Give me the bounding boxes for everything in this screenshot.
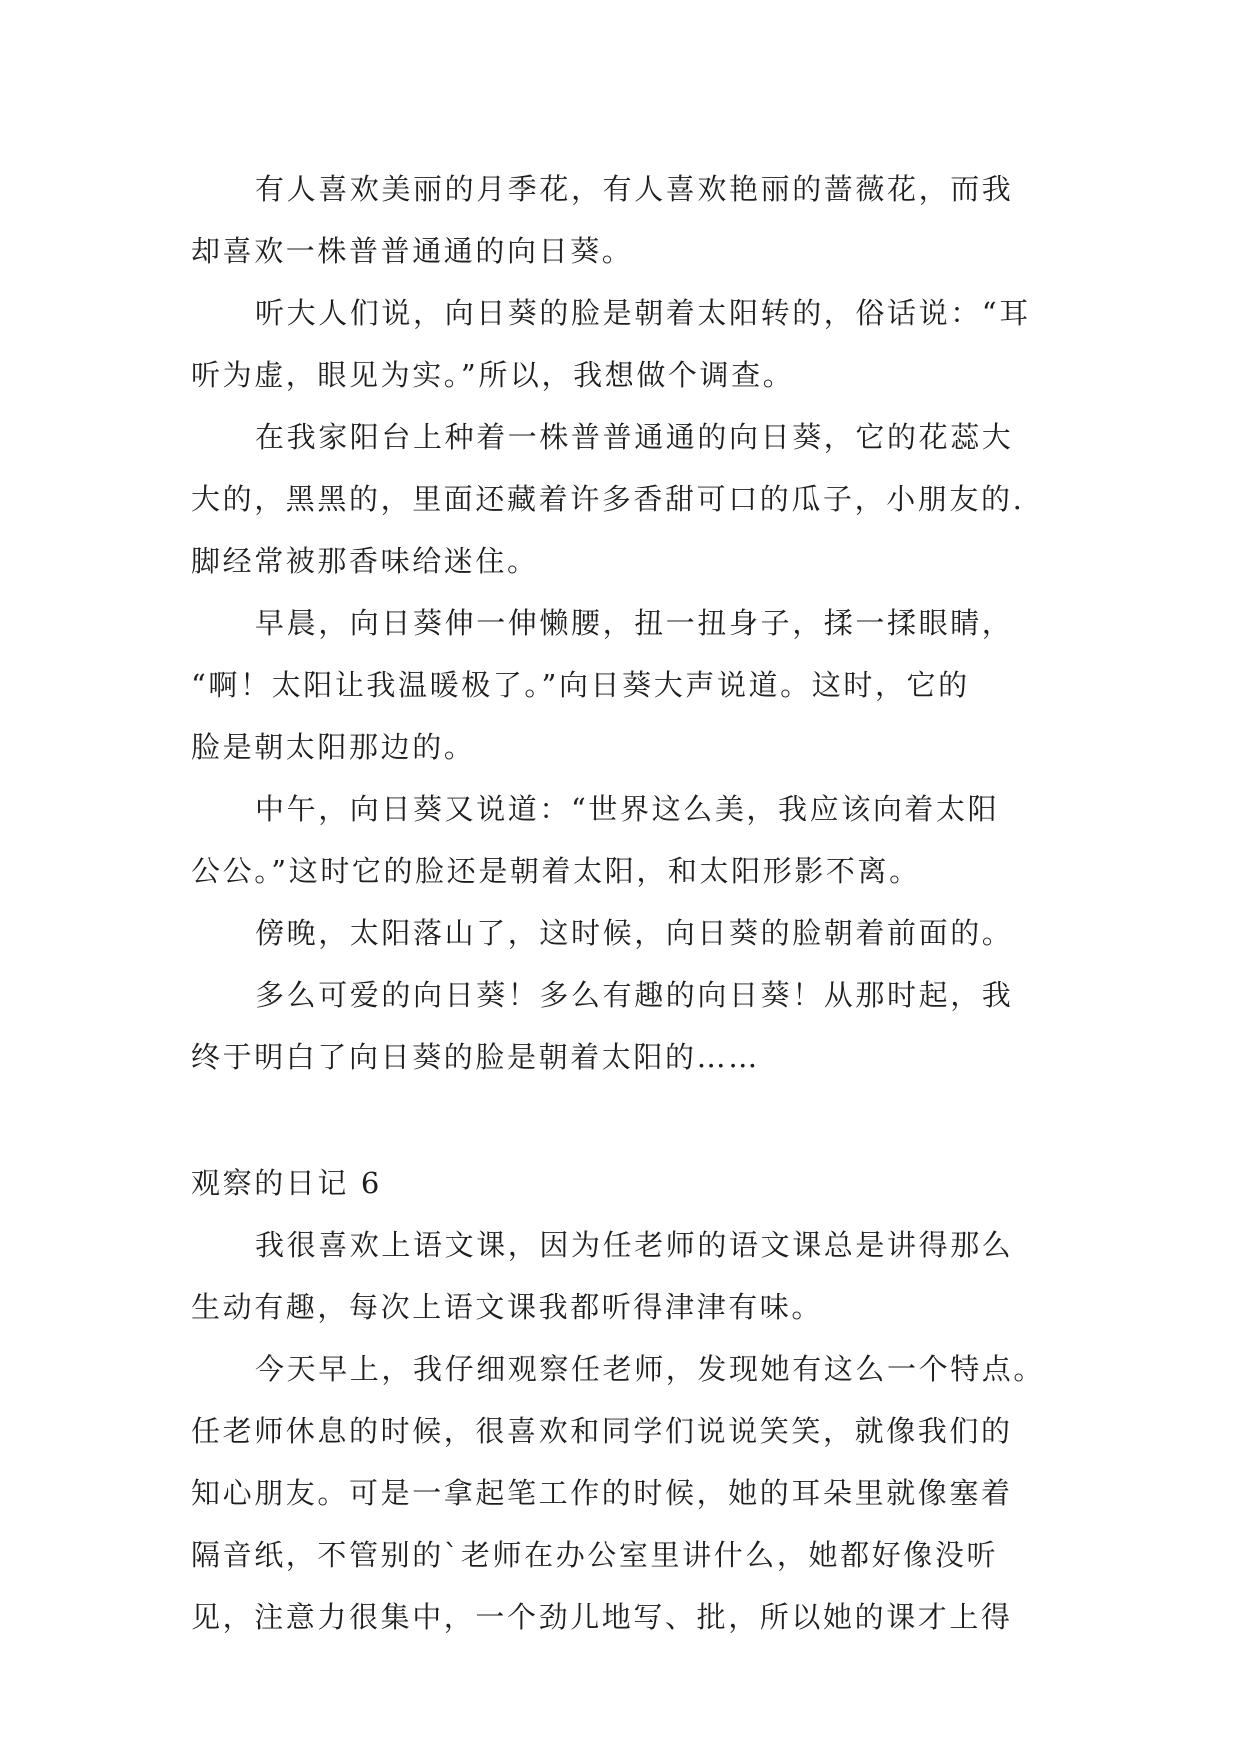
text-line: 有人喜欢美丽的月季花，有人喜欢艳丽的蔷薇花，而我 — [255, 172, 1014, 206]
text-line: 却喜欢一株普普通通的向日葵。 — [191, 234, 634, 268]
text-line: 大的，黑黑的，里面还藏着许多香甜可口的瓜子，小朋友的. — [191, 482, 1025, 516]
text-line: 中午，向日葵又说道：“世界这么美，我应该向着太阳 — [255, 792, 1000, 826]
text-line: 听大人们说，向日葵的脸是朝着太阳转的，俗话说：“耳 — [255, 296, 1031, 330]
text-line: 傍晚，太阳落山了，这时候，向日葵的脸朝着前面的。 — [255, 916, 1014, 950]
document-body — [191, 158, 1051, 1648]
text-line: 公公。”这时它的脸还是朝着太阳，和太阳形影不离。 — [191, 854, 921, 888]
text-line: 今天早上，我仔细观察任老师，发现她有这么一个特点。 — [255, 1352, 1046, 1386]
text-line: 多么可爱的向日葵！多么有趣的向日葵！从那时起，我 — [255, 978, 1014, 1012]
text-line: “啊！太阳让我温暖极了。”向日葵大声说道。这时，它的 — [191, 668, 970, 702]
text-line: 脸是朝太阳那边的。 — [191, 730, 476, 764]
text-line: 生动有趣，每次上语文课我都听得津津有味。 — [191, 1290, 824, 1324]
paragraph — [191, 592, 1051, 778]
paragraph — [191, 158, 1051, 282]
text-line: 在我家阳台上种着一株普普通通的向日葵，它的花蕊大 — [255, 420, 1014, 454]
paragraph — [191, 1338, 1051, 1648]
text-line: 隔音纸，不管别的`老师在办公室里讲什么，她都好像没听 — [191, 1538, 999, 1572]
essay-section-observation-diary-6 — [191, 1152, 1051, 1648]
text-line: 知心朋友。可是一拿起笔工作的时候，她的耳朵里就像塞着 — [191, 1476, 1013, 1510]
paragraph — [191, 1214, 1051, 1338]
paragraph — [191, 406, 1051, 592]
text-line: 脚经常被那香味给迷住。 — [191, 544, 539, 578]
section-heading: 观察的日记 6 — [191, 1166, 382, 1200]
paragraph — [191, 902, 1051, 964]
text-line: 终于明白了向日葵的脸是朝着太阳的…… — [191, 1040, 760, 1074]
paragraph — [191, 282, 1051, 406]
text-line: 见，注意力很集中，一个劲儿地写、批，所以她的课才上得 — [191, 1600, 1013, 1634]
text-line: 听为虚，眼见为实。”所以，我想做个调查。 — [191, 358, 795, 392]
paragraph — [191, 964, 1051, 1088]
text-line: 任老师休息的时候，很喜欢和同学们说说笑笑，就像我们的 — [191, 1414, 1013, 1448]
paragraph — [191, 778, 1051, 902]
text-line: 我很喜欢上语文课，因为任老师的语文课总是讲得那么 — [255, 1228, 1014, 1262]
essay-section-sunflower — [191, 158, 1051, 1088]
text-line: 早晨，向日葵伸一伸懒腰，扭一扭身子，揉一揉眼睛， — [255, 606, 1014, 640]
